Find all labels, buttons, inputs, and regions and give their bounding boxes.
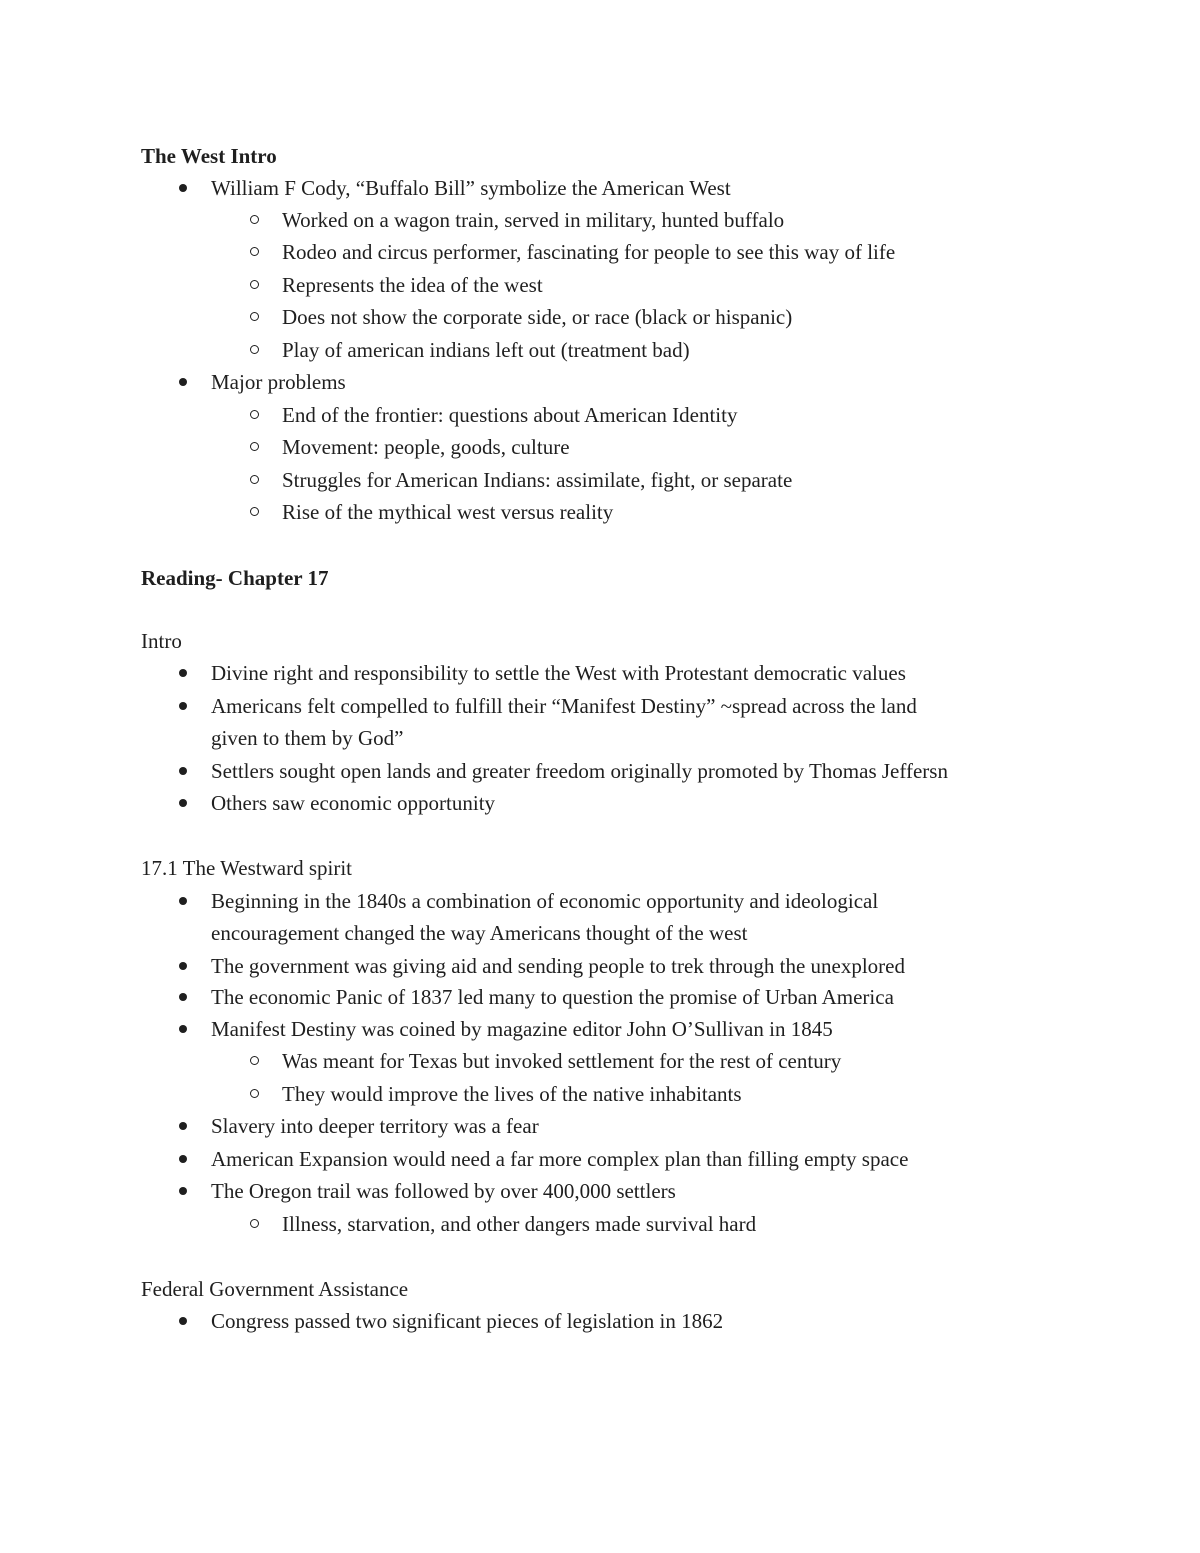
bullet-icon — [179, 1317, 187, 1325]
bullet-icon — [179, 669, 187, 677]
hollow-bullet-icon — [250, 1056, 259, 1065]
bullet-icon — [179, 897, 187, 905]
sub-list-item-text: Movement: people, goods, culture — [282, 435, 570, 459]
list-item-text: Manifest Destiny was coined by magazine editor John O’Sullivan in 1845 — [211, 1017, 833, 1041]
sub-list-item — [282, 301, 792, 333]
list-item-text: William F Cody, “Buffalo Bill” symbolize the American West — [211, 176, 731, 200]
sub-list-item-text: Rise of the mythical west versus reality — [282, 500, 614, 524]
bullet-icon — [179, 767, 187, 775]
list-item-text: American Expansion would need a far more complex plan than filling empty space — [211, 1147, 909, 1171]
sub-list-item — [282, 1078, 742, 1110]
list-item-text: Americans felt compelled to fulfill their “Manifest Destiny” ~spread across the land — [211, 694, 917, 718]
list-item-continuation — [211, 722, 403, 754]
bullet-icon — [179, 1122, 187, 1130]
bullet-icon — [179, 1187, 187, 1195]
list-item-text: The economic Panic of 1837 led many to question the promise of Urban America — [211, 985, 894, 1009]
list-item-text: Divine right and responsibility to settle the West with Protestant democratic values — [211, 661, 906, 685]
sub-list-item — [282, 269, 543, 301]
list-item — [211, 950, 905, 982]
hollow-bullet-icon — [250, 345, 259, 354]
hollow-bullet-icon — [250, 280, 259, 289]
sub-list-item-text: Illness, starvation, and other dangers made survival hard — [282, 1212, 757, 1236]
list-item — [211, 657, 906, 689]
sub-list-item — [282, 204, 784, 236]
section-heading: The West Intro — [141, 144, 277, 168]
bullet-icon — [179, 184, 187, 192]
list-item-text: given to them by God” — [211, 726, 404, 750]
list-item-text: Slavery into deeper territory was a fear — [211, 1114, 539, 1138]
sub-list-item-text: Struggles for American Indians: assimilate, fight, or separate — [282, 468, 793, 492]
hollow-bullet-icon — [250, 1219, 259, 1228]
list-item — [211, 981, 894, 1013]
sub-list-item-text: Rodeo and circus performer, fascinating for people to see this way of life — [282, 240, 896, 264]
list-item — [211, 755, 948, 787]
section-heading: Reading- Chapter 17 — [141, 566, 329, 590]
sub-list-item-text: Worked on a wagon train, served in military, hunted buffalo — [282, 208, 785, 232]
sub-list-item-text: Represents the idea of the west — [282, 273, 543, 297]
list-item-text: encouragement changed the way Americans thought of the west — [211, 921, 748, 945]
sub-list-item — [282, 399, 737, 431]
sub-list-item-text: End of the frontier: questions about American Identity — [282, 403, 738, 427]
sub-list-item — [282, 464, 792, 496]
list-item — [211, 1175, 676, 1207]
sub-list-item — [282, 431, 570, 463]
bullet-icon — [179, 1025, 187, 1033]
list-item-text: Beginning in the 1840s a combination of economic opportunity and ideological — [211, 889, 879, 913]
hollow-bullet-icon — [250, 312, 259, 321]
list-item — [211, 885, 878, 917]
sub-list-item-text: Does not show the corporate side, or race (black or hispanic) — [282, 305, 793, 329]
hollow-bullet-icon — [250, 410, 259, 419]
list-item — [211, 172, 731, 204]
list-item-text: Settlers sought open lands and greater freedom originally promoted by Thomas Jeffersn — [211, 759, 948, 783]
bullet-icon — [179, 1155, 187, 1163]
sub-list-item — [282, 334, 690, 366]
list-item-text: The Oregon trail was followed by over 400,000 settlers — [211, 1179, 676, 1203]
subsection-title: 17.1 The Westward spirit — [141, 856, 353, 880]
list-item — [211, 787, 495, 819]
subsection-title: Intro — [141, 629, 182, 653]
hollow-bullet-icon — [250, 507, 259, 516]
subsection-title: Federal Government Assistance — [141, 1277, 409, 1301]
list-item-text: Major problems — [211, 370, 346, 394]
list-item — [211, 1305, 723, 1337]
list-item-text: Others saw economic opportunity — [211, 791, 496, 815]
hollow-bullet-icon — [250, 442, 259, 451]
list-item — [211, 1013, 833, 1045]
sub-list-item — [282, 1045, 841, 1077]
list-item-continuation — [211, 917, 747, 949]
list-item — [211, 1110, 539, 1142]
hollow-bullet-icon — [250, 1089, 259, 1098]
list-item — [211, 366, 346, 398]
bullet-icon — [179, 702, 187, 710]
sub-list-item-text: They would improve the lives of the native inhabitants — [282, 1082, 742, 1106]
sub-list-item — [282, 236, 895, 268]
bullet-icon — [179, 962, 187, 970]
bullet-icon — [179, 378, 187, 386]
bullet-icon — [179, 799, 187, 807]
bullet-icon — [179, 993, 187, 1001]
hollow-bullet-icon — [250, 215, 259, 224]
hollow-bullet-icon — [250, 247, 259, 256]
list-item — [211, 690, 917, 722]
hollow-bullet-icon — [250, 475, 259, 484]
sub-list-item — [282, 1208, 756, 1240]
sub-list-item — [282, 496, 613, 528]
list-item-text: Congress passed two significant pieces of legislation in 1862 — [211, 1309, 724, 1333]
list-item — [211, 1143, 908, 1175]
sub-list-item-text: Was meant for Texas but invoked settlement for the rest of century — [282, 1049, 842, 1073]
list-item-text: The government was giving aid and sending people to trek through the unexplored — [211, 954, 905, 978]
sub-list-item-text: Play of american indians left out (treatment bad) — [282, 338, 690, 362]
